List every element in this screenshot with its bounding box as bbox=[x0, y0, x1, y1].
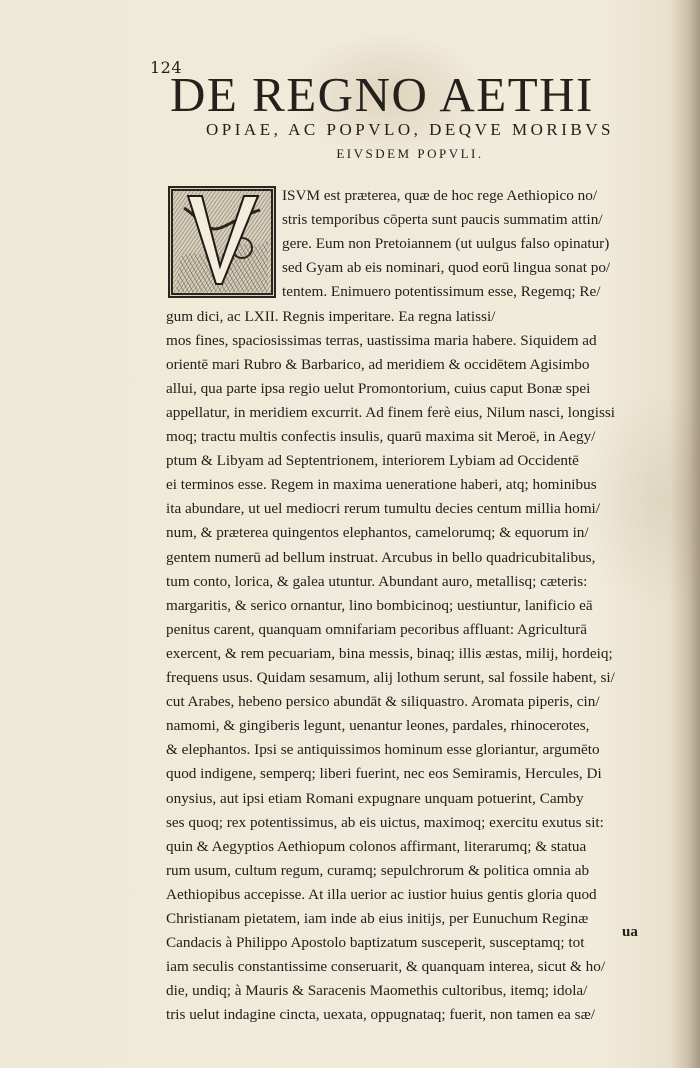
subtitle-line-1: OPIAE, AC POPVLO, DEQVE MORIBVS bbox=[206, 120, 614, 139]
text-line: tentem. Enimuero potentissimum esse, Regemq; Re/ bbox=[282, 283, 601, 301]
text-line: mos fines, spaciosissimas terras, uastissima maria habere. Siquidem ad bbox=[166, 331, 597, 349]
text-line: exercent, & rem pecuariam, bina messis, binaq; illis æstas, milij, hordeiq; bbox=[166, 644, 613, 662]
text-line: quin & Aegyptios Aethiopum colonos affirmant, literarumq; & statua bbox=[166, 837, 587, 855]
text-line: stris temporibus cōperta sunt paucis summatim attin/ bbox=[282, 211, 603, 229]
text-line: tum conto, lorica, & galea utuntur. Abundant auro, metallisq; cæteris: bbox=[166, 572, 588, 590]
text-line: tris uelut indagine cincta, uexata, oppugnataq; fuerit, non tamen ea sæ/ bbox=[166, 1006, 595, 1024]
text-line: sed Gyam ab eis nominari, quod eorū lingua sonat po/ bbox=[282, 259, 611, 277]
text-line: frequens usus. Quidam sesamum, alij lothum serunt, sal fossile habent, si/ bbox=[166, 669, 615, 686]
text-line: allui, qua parte ipsa regio uelut Promontorium, cuius caput Bonæ spei bbox=[166, 379, 591, 397]
text-line: ita abundare, ut uel mediocri rerum tumultu decies centum millia homi/ bbox=[166, 500, 600, 518]
text-line: ses quoq; rex potentissimus, ab eis uictus, maximoq; exercitu exutus sit: bbox=[166, 813, 604, 831]
text-line: num, & præterea quingentos elephantos, camelorumq; & equorum in/ bbox=[166, 524, 589, 542]
binding-gutter-shadow bbox=[670, 0, 700, 1068]
text-line: ei terminos esse. Regem in maxima ueneratione haberi, atq; hominibus bbox=[166, 476, 597, 494]
text-line: quod indigene, semperq; liberi fuerint, nec eos Semiramis, Hercules, Di bbox=[166, 765, 602, 783]
text-line: die, undiq; à Mauris & Saracenis Maomethis cultoribus, itemq; idola/ bbox=[166, 982, 588, 1000]
text-line: rum usum, cultum regum, curamq; sepulchrorum & politica omnia ab bbox=[166, 861, 590, 879]
text-line: Candacis à Philippo Apostolo baptizatum susceperit, susceptamq; tot bbox=[166, 934, 585, 952]
text-line: ptum & Libyam ad Septentrionem, interiorem Lybiam ad Occidentē bbox=[166, 452, 579, 470]
text-line: appellatur, in meridiem excurrit. Ad finem ferè eius, Nilum nasci, longissi bbox=[166, 403, 615, 421]
page-number: 124 bbox=[150, 58, 183, 77]
text-line: margaritis, & serico ornantur, lino bombicinoq; uestiuntur, lanificio eā bbox=[166, 596, 593, 614]
subtitle-line-2: EIVSDEM POPVLI. bbox=[336, 146, 484, 161]
text-line: iam seculis constantissime conseruarit, & quanquam interea, sicut & ho/ bbox=[166, 958, 606, 976]
text-line: namomi, & gingiberis legunt, uenantur leones, pardales, rhinocerotes, bbox=[166, 717, 590, 735]
text-line: moq; tractu multis confectis insulis, quarū maxima sit Meroë, in Aegy/ bbox=[166, 428, 596, 445]
text-line: onysius, aut ipsi etiam Romani expugnare unquam potuerint, Camby bbox=[166, 789, 584, 807]
text-line: penitus carent, quanquam omnifariam pecoribus affluant: Agriculturā bbox=[166, 620, 588, 638]
decorated-initial-v bbox=[168, 186, 276, 298]
page-title: DE REGNO AETHI bbox=[170, 67, 594, 122]
woodcut-initial-icon bbox=[170, 188, 274, 296]
text-line: gere. Eum non Pretoiannem (ut uulgus falso opinatur) bbox=[282, 235, 610, 253]
catchword: ua bbox=[622, 924, 638, 940]
text-line: Christianam pietatem, iam inde ab eius initijs, per Eunuchum Reginæ bbox=[166, 910, 589, 927]
text-line: gentem numerū ad bellum instruat. Arcubus in bello quadricubitalibus, bbox=[166, 548, 596, 566]
text-line: orientē mari Rubro & Barbarico, ad meridiem & occidētem Agisimbo bbox=[166, 355, 590, 373]
text-line: & elephantos. Ipsi se antiquissimos hominum esse gloriantur, argumēto bbox=[166, 741, 600, 759]
text-line: ISVM est præterea, quæ de hoc rege Aethiopico no/ bbox=[282, 187, 598, 204]
text-line: Aethiopibus accepisse. At illa uerior ac iustior huius gentis gloria quod bbox=[166, 885, 597, 903]
text-line: cut Arabes, hebeno persico abundāt & siliquastro. Aromata piperis, cin/ bbox=[166, 693, 600, 711]
text-line: gum dici, ac LXII. Regnis imperitare. Ea regna latissi/ bbox=[166, 307, 496, 325]
